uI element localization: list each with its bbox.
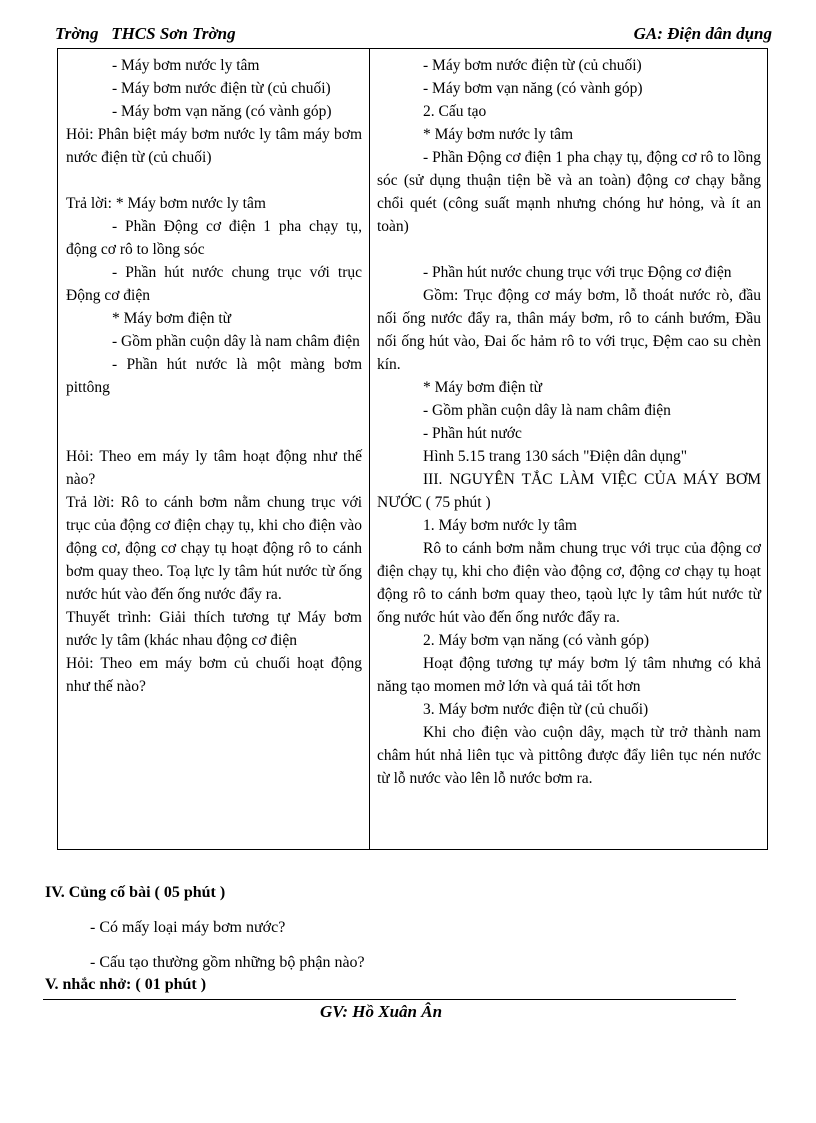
paragraph-spacer (66, 399, 362, 445)
paragraph: - Phần hút nước (423, 425, 522, 442)
paragraph: III. NGUYÊN TẮC LÀM VIỆC CỦA MÁY BƠM NƯỚC ( 75 phút ) (377, 471, 761, 511)
paragraph: - Phần Động cơ điện 1 pha chạy tụ, động cơ rô to lồng sóc (sử dụng thuận tiện bề và an toàn) động cơ chạy bằng chổi quét (công suất mạnh nhưng chóng hư hỏng, và ít an toàn) (377, 149, 761, 235)
paragraph: Hỏi: Phân biệt máy bơm nước ly tâm máy bơm nước điện từ (củ chuối) (66, 126, 362, 166)
paragraph: Thuyết trình: Giải thích tương tự Máy bơm nước ly tâm (khác nhau động cơ điện (66, 609, 362, 649)
paragraph-spacer (66, 169, 362, 192)
paragraph: Hình 5.15 trang 130 sách "Điện dân dụng" (423, 448, 688, 465)
paragraph: - Máy bơm vạn năng (có vành góp) (423, 80, 643, 97)
paragraph: 3. Máy bơm nước điện từ (củ chuối) (423, 701, 649, 718)
footer-rule (43, 999, 736, 1000)
teacher-signature: GV: Hồ Xuân Ân (320, 1002, 443, 1021)
paragraph: * Máy bơm nước ly tâm (423, 126, 574, 143)
paragraph: * Máy bơm điện từ (112, 310, 232, 327)
paragraph: - Máy bơm vạn năng (có vành góp) (112, 103, 332, 120)
paragraph: Hỏi: Theo em máy bơm củ chuối hoạt động như thế nào? (66, 655, 362, 695)
paragraph: Hoạt động tương tự máy bơm lý tâm nhưng có khả năng tạo momen mở lớn và quá tải tốt hơn (377, 655, 761, 695)
paragraph-spacer (377, 238, 761, 261)
lesson-table (57, 48, 768, 850)
paragraph: - Phần Động cơ điện 1 pha chạy tụ, động cơ rô to lồng sóc (66, 218, 362, 258)
paragraph: - Phần hút nước chung trục với trục Động cơ điện (66, 264, 362, 304)
lesson-content-column (377, 54, 761, 790)
paragraph: 2. Cấu tạo (423, 103, 487, 120)
column-divider (369, 49, 370, 849)
paragraph: - Phần hút nước chung trục với trục Động cơ điện (423, 264, 732, 281)
paragraph: Trả lời: Rô to cánh bơm nằm chung trục với trục của động cơ điện chạy tụ, khi cho điện vào động cơ, động cơ chạy tụ hoạt động rô to cánh bơm quay theo. Toạ lực ly tâm hút nước từ ống nước hút vào đến ống nước đẩy ra. (66, 494, 362, 603)
review-question-2: - Cấu tạo thường gồm những bộ phận nào? (90, 954, 365, 971)
paragraph: Khi cho điện vào cuộn dây, mạch từ trở thành nam châm hút nhả liên tục và pittông được đẩy liên tục nén nước từ lỗ nước vào lên lỗ nước bơm ra. (377, 724, 761, 787)
section-v-title: V. nhắc nhở: ( 01 phút ) (45, 976, 207, 993)
review-question-1: - Có mấy loại máy bơm nước? (90, 919, 286, 936)
paragraph: 1. Máy bơm nước ly tâm (423, 517, 577, 534)
paragraph: - Máy bơm nước điện từ (củ chuối) (112, 80, 331, 97)
section-iv-title: IV. Củng cố bài ( 05 phút ) (45, 884, 226, 901)
subject-title: GA: Điện dân dụng (633, 24, 772, 43)
paragraph: * Máy bơm điện từ (423, 379, 543, 396)
paragraph: - Máy bơm nước ly tâm (112, 57, 260, 74)
paragraph: Trả lời: * Máy bơm nước ly tâm (66, 195, 266, 212)
paragraph: - Gồm phần cuộn dây là nam châm điện (112, 333, 360, 350)
paragraph: - Máy bơm nước điện từ (củ chuối) (423, 57, 642, 74)
teacher-student-activity-column (66, 54, 362, 698)
paragraph: - Gồm phần cuộn dây là nam châm điện (423, 402, 671, 419)
paragraph: Rô to cánh bơm nằm chung trục với trục của động cơ điện chạy tụ, khi cho điện vào động cơ, động cơ chạy tụ hoạt động rô to cánh bơm quay theo, tạoù lực ly tâm hút nước từ ống nước hút vào đến ống nước đẩy ra. (377, 540, 761, 626)
paragraph: Gồm: Trục động cơ máy bơm, lỗ thoát nước rò, đầu nối ống nước đẩy ra, thân máy bơm, rô to cánh bướm, Đầu nối ống hút vào, Đai ốc hảm rô to với trục, Đệm cao su chèn kín. (377, 287, 761, 373)
page-header (55, 24, 772, 46)
paragraph: - Phần hút nước là một màng bơm pittông (66, 356, 362, 396)
school-name: Trờng THCS Sơn Trờng (55, 24, 236, 43)
paragraph: 2. Máy bơm vạn năng (có vành góp) (423, 632, 650, 649)
paragraph: Hỏi: Theo em máy ly tâm hoạt động như thế nào? (66, 448, 362, 488)
